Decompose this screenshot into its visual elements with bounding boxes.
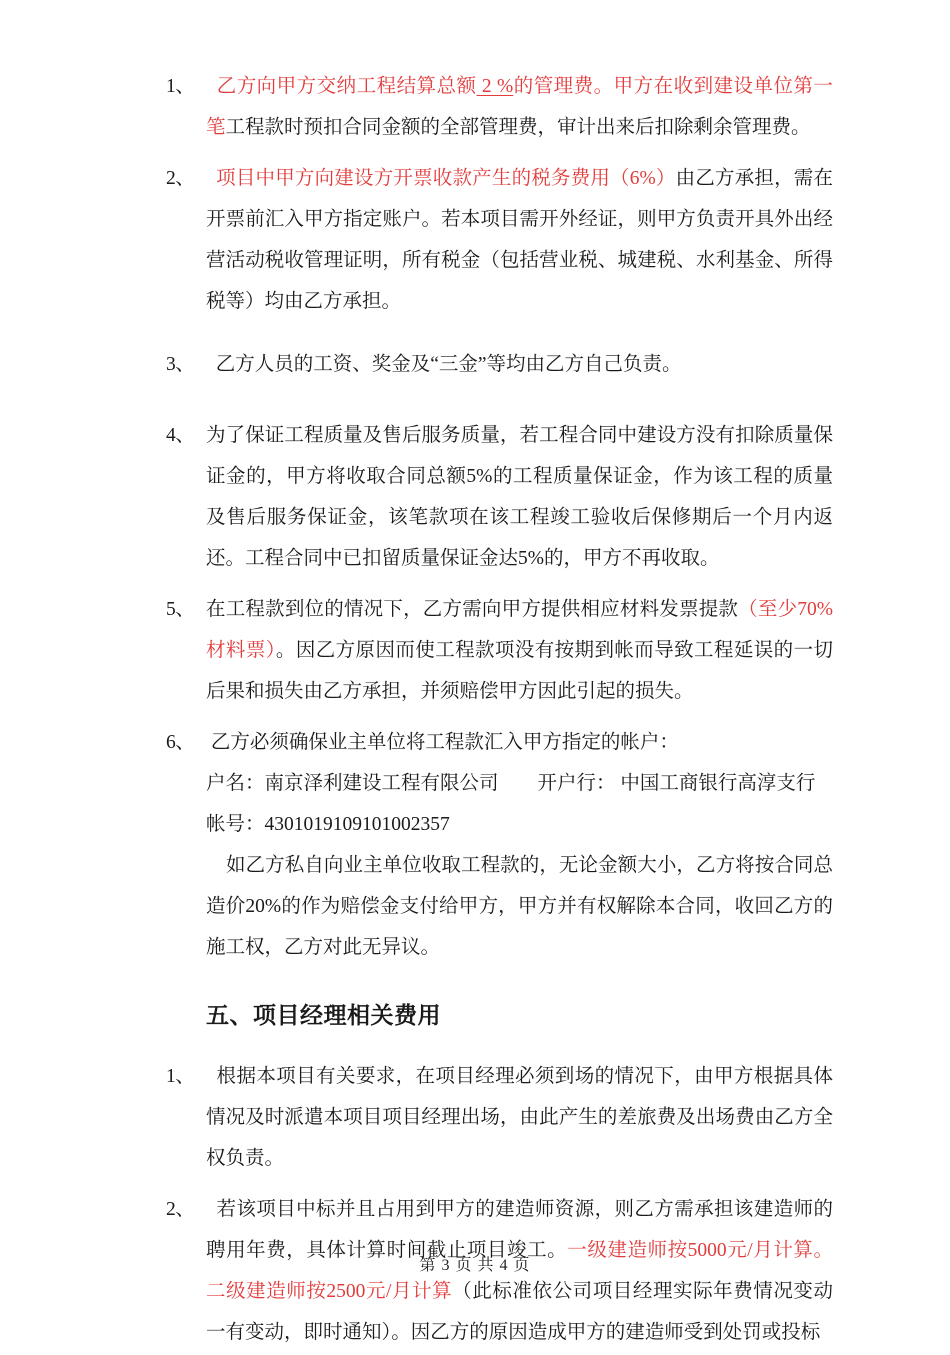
list-item-1-red-part-2: 的管理费。甲方在收到建设单位第一笔 [206,76,833,138]
bank-label: 开户行： [537,773,616,794]
list-item-5-red-part: （至少70%材料票） [206,599,833,661]
list-item-3 [158,344,833,385]
list-item-2-red-part: 项目中甲方向建设方开票收款产生的税务费用（6%） [216,168,676,189]
list-item-1-number: 1、 [166,76,195,97]
list-item-2-text [206,158,833,322]
list-item-1 [158,66,833,148]
list-item-1-text [206,66,833,148]
list-item-2-number: 2、 [166,168,195,189]
list-item-2-black-part: 由乙方承担，需在开票前汇入甲方指定账户。若本项目需开外经证，则甲方负责开具外出经营活动税收管理证明，所有税金（包括营业税、城建税、水利基金、所得税等）均由乙方承担。 [206,168,833,312]
section-five-item-2-black-part-1: 若该项目中标并且占用到甲方的建造师资源，则乙方需承担该建造师的聘用年费，具体计算时间截止项目竣工。 [206,1199,833,1261]
bank-value: 中国工商银行高淳支行 [620,773,816,794]
list-item-4-text [206,415,833,579]
list-item-5-black-part-1: 在工程款到位的情况下，乙方需向甲方提供相应材料发票提款 [206,599,739,620]
section-five-item-2-number: 2、 [166,1199,195,1220]
list-item-4 [158,415,833,579]
section-five-item-1-text [206,1056,833,1179]
list-item-1-rate-blank: 2 % [476,76,514,97]
account-name-label: 户名： [206,773,265,794]
section-heading-five: 五、项目经理相关费用 [206,1003,441,1028]
section-five-item-1-black-part: 根据本项目有关要求，在项目经理必须到场的情况下，由甲方根据具体情况及时派遣本项目项目经理出场，由此产生的差旅费及出场费由乙方全权负责。 [206,1066,833,1169]
list-item-5-number: 5、 [166,599,195,620]
list-item-3-text [206,344,833,385]
list-item-4-number: 4、 [166,425,195,446]
section-five-item-1 [158,1056,833,1179]
bank-account-name-line [158,763,833,804]
list-item-5 [158,589,833,712]
account-name-value: 南京泽利建设工程有限公司 [264,773,499,794]
list-item-3-black-part: 乙方人员的工资、奖金及“三金”等均由乙方自己负责。 [215,354,682,375]
list-item-6-black-part: 乙方必须确保业主单位将工程款汇入甲方指定的帐户： [210,732,679,753]
account-number-label: 帐号： [206,814,265,835]
bank-account-number-line [158,804,833,845]
list-item-4-black-part: 为了保证工程质量及售后服务质量，若工程合同中建设方没有扣除质量保证金的，甲方将收取合同总额5%的工程质量保证金，作为该工程的质量及售后服务保证金，该笔款项在该工程竣工验收后保修期后一个月内返还。工程合同中已扣留质量保证金达5%的，甲方不再收取。 [206,425,833,569]
penalty-paragraph: 如乙方私自向业主单位收取工程款的，无论金额大小，乙方将按合同总造价20%的作为赔偿金支付给甲方，甲方并有权解除本合同，收回乙方的施工权，乙方对此无异议。 [206,855,833,958]
page-content [158,66,833,1355]
list-item-5-text [206,589,833,712]
list-item-6-number: 6、 [166,732,195,753]
section-five-item-2-red-part: 一级建造师按5000元/月计算。二级建造师按2500元/月计算 [206,1240,833,1302]
list-item-1-red-part-1: 乙方向甲方交纳工程结算总额 [216,76,477,97]
section-five-item-1-number: 1、 [166,1066,195,1087]
list-item-1-black-part: 工程款时预扣合同金额的全部管理费，审计出来后扣除剩余管理费。 [225,117,811,138]
list-item-6-text [206,722,833,763]
section-five-item-2-black-part-2: （此标准依公司项目经理实际年费情况变动一有变动，即时通知）。因乙方的原因造成甲方的建造师受到处罚或投标 [206,1281,833,1343]
list-item-3-number: 3、 [166,354,195,375]
list-item-6 [158,722,833,763]
page-footer: 第 3 页 共 4 页 [419,1257,531,1274]
account-number-value: 4301019109101002357 [264,814,450,835]
list-item-2 [158,158,833,322]
list-item-5-black-part-2: 。因乙方原因而使工程款项没有按期到帐而导致工程延误的一切后果和损失由乙方承担，并须赔偿甲方因此引起的损失。 [206,640,833,702]
